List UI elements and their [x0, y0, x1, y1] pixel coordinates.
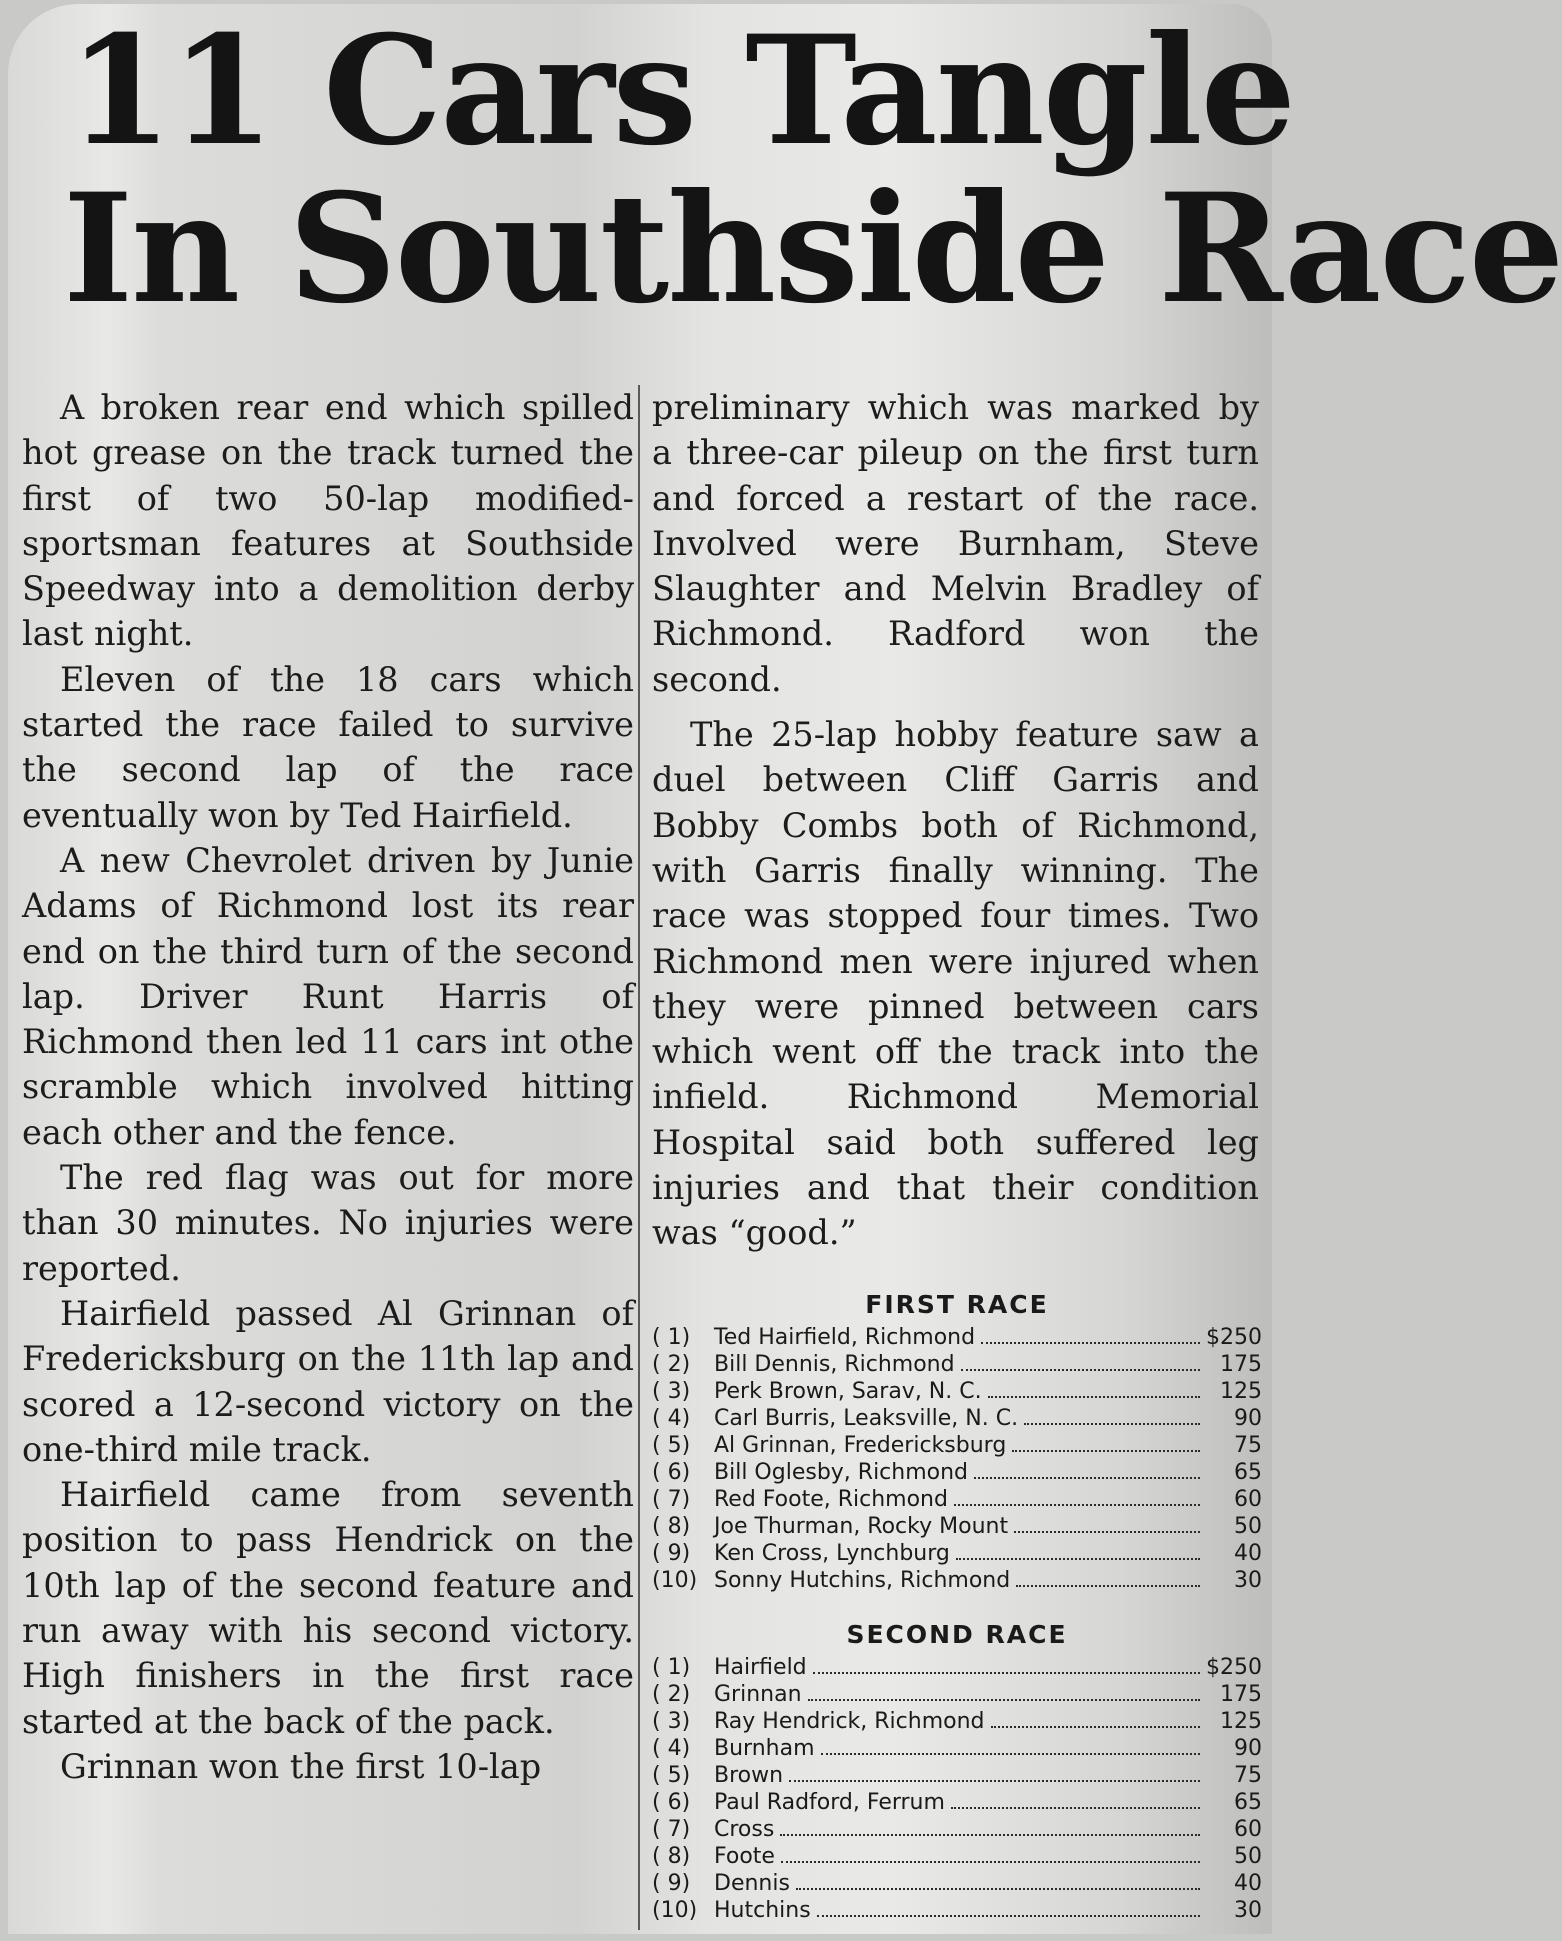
- leader-dots: [988, 1382, 1200, 1398]
- result-position: ( 1): [652, 1325, 691, 1350]
- result-prize: 65: [1234, 1460, 1262, 1485]
- leader-dots: [1014, 1517, 1200, 1533]
- result-prize: 125: [1220, 1379, 1262, 1404]
- result-row: [652, 1514, 1262, 1541]
- result-position: ( 2): [652, 1352, 691, 1377]
- result-driver: Al Grinnan, Fredericksburg: [714, 1433, 1007, 1458]
- result-position: ( 4): [652, 1736, 691, 1761]
- paragraph: Eleven of the 18 cars which started the race failed to survive the second lap of the race eventually won by Ted Hairfield.: [22, 659, 634, 835]
- result-position: ( 3): [652, 1709, 691, 1734]
- result-row: [652, 1460, 1262, 1487]
- paragraph-continuation: preliminary which was marked by a three-car pileup on the first turn and forced a restart of the race. Involved were Burnham, Steve Slaughter and Melvin Bradley of Richmond. Radford won the second.: [652, 388, 1259, 699]
- leader-dots: [789, 1766, 1200, 1782]
- result-row: [652, 1898, 1262, 1925]
- paragraph: The 25-lap hobby feature saw a duel between Cliff Garris and Bobby Combs both of Richmond, with Garris finally winning. The race was stopped four times. Two Richmond men were injured when they were pinned between cars which went off the track into the infield. Richmond Memorial Hospital said both suffered leg injuries and that their condition was “good.”: [652, 715, 1259, 1253]
- article-left-column: [22, 385, 634, 1925]
- result-position: ( 7): [652, 1817, 691, 1842]
- result-row: [652, 1763, 1262, 1790]
- result-driver: Dennis: [714, 1871, 790, 1896]
- result-prize: 75: [1234, 1763, 1262, 1788]
- second-race-results: [652, 1620, 1262, 1925]
- result-row: [652, 1790, 1262, 1817]
- result-driver: Ken Cross, Lynchburg: [714, 1541, 950, 1566]
- result-position: ( 8): [652, 1844, 691, 1869]
- first-race-results: [652, 1290, 1262, 1595]
- result-driver: Bill Dennis, Richmond: [714, 1352, 955, 1377]
- result-position: ( 8): [652, 1514, 691, 1539]
- result-position: ( 6): [652, 1790, 691, 1815]
- result-driver: Bill Oglesby, Richmond: [714, 1460, 969, 1485]
- result-prize: 65: [1234, 1790, 1262, 1815]
- result-prize: 175: [1220, 1682, 1262, 1707]
- result-row: [652, 1709, 1262, 1736]
- result-position: ( 3): [652, 1379, 691, 1404]
- result-position: ( 9): [652, 1871, 691, 1896]
- headline-line-1: 11 Cars Tangle: [68, 3, 1295, 179]
- leader-dots: [956, 1544, 1200, 1560]
- leader-dots: [821, 1739, 1201, 1755]
- result-position: ( 6): [652, 1460, 691, 1485]
- leader-dots: [1012, 1436, 1200, 1452]
- result-row: [652, 1433, 1262, 1460]
- result-driver: Foote: [714, 1844, 775, 1869]
- leader-dots: [780, 1820, 1200, 1836]
- result-prize: 50: [1234, 1514, 1262, 1539]
- result-prize: 125: [1220, 1709, 1262, 1734]
- result-prize: 90: [1234, 1406, 1262, 1431]
- leader-dots: [1016, 1571, 1200, 1587]
- result-driver: Hairfield: [714, 1655, 807, 1680]
- result-position: ( 9): [652, 1541, 691, 1566]
- result-row: [652, 1682, 1262, 1709]
- result-driver: Sonny Hutchins, Richmond: [714, 1568, 1011, 1593]
- leader-dots: [813, 1658, 1200, 1674]
- result-row: [652, 1871, 1262, 1898]
- result-position: ( 5): [652, 1763, 691, 1788]
- result-driver: Grinnan: [714, 1682, 802, 1707]
- result-position: (10): [652, 1568, 698, 1593]
- result-driver: Ray Hendrick, Richmond: [714, 1709, 985, 1734]
- leader-dots: [991, 1712, 1201, 1728]
- result-driver: Red Foote, Richmond: [714, 1487, 948, 1512]
- paragraph: A new Chevrolet driven by Junie Adams of Richmond lost its rear end on the third turn of the second lap. Driver Runt Harris of Richmond then led 11 cars int othe scramble which involved hitting each other and the fence.: [22, 840, 634, 1152]
- result-driver: Brown: [714, 1763, 784, 1788]
- leader-dots: [1024, 1409, 1200, 1425]
- result-row: [652, 1844, 1262, 1871]
- result-row: [652, 1325, 1262, 1352]
- result-prize: 60: [1234, 1817, 1262, 1842]
- leader-dots: [974, 1463, 1200, 1479]
- result-driver: Hutchins: [714, 1898, 811, 1923]
- result-position: ( 2): [652, 1682, 691, 1707]
- result-driver: Cross: [714, 1817, 775, 1842]
- leader-dots: [961, 1355, 1200, 1371]
- result-prize: 50: [1234, 1844, 1262, 1869]
- result-position: (10): [652, 1898, 698, 1923]
- leader-dots: [951, 1793, 1200, 1809]
- second-race-heading: SECOND RACE: [846, 1620, 1068, 1649]
- paragraph: Hairfield came from seventh position to pass Hendrick on the 10th lap of the second feature and run away with his second victory. High finishers in the first race started at the back of the pack.: [22, 1475, 634, 1741]
- result-position: ( 4): [652, 1406, 691, 1431]
- column-divider: [638, 385, 640, 1930]
- paragraph: The red flag was out for more than 30 minutes. No injuries were reported.: [22, 1158, 634, 1288]
- result-prize: 90: [1234, 1736, 1262, 1761]
- result-driver: Perk Brown, Sarav, N. C.: [714, 1379, 982, 1404]
- result-prize: 175: [1220, 1352, 1262, 1377]
- article-right-column: [652, 385, 1259, 1256]
- result-driver: Carl Burris, Leaksville, N. C.: [714, 1406, 1019, 1431]
- result-driver: Burnham: [714, 1736, 815, 1761]
- result-row: [652, 1541, 1262, 1568]
- result-driver: Joe Thurman, Rocky Mount: [714, 1514, 1009, 1539]
- result-row: [652, 1487, 1262, 1514]
- leader-dots: [808, 1685, 1200, 1701]
- result-row: [652, 1655, 1262, 1682]
- paragraph: Hairfield passed Al Grinnan of Fredericksburg on the 11th lap and scored a 12-second victory on the one-third mile track.: [22, 1293, 634, 1469]
- result-position: ( 5): [652, 1433, 691, 1458]
- leader-dots: [954, 1490, 1200, 1506]
- result-prize: 40: [1234, 1871, 1262, 1896]
- result-prize: 75: [1234, 1433, 1262, 1458]
- result-prize: 60: [1234, 1487, 1262, 1512]
- result-prize: $250: [1206, 1325, 1262, 1350]
- paragraph: A broken rear end which spilled hot grease on the track turned the first of two 50-lap modified-sportsman features at Southside Speedway into a demolition derby last night.: [22, 388, 634, 654]
- first-race-heading: FIRST RACE: [865, 1290, 1049, 1319]
- result-row: [652, 1736, 1262, 1763]
- result-row: [652, 1817, 1262, 1844]
- result-prize: 30: [1234, 1898, 1262, 1923]
- headline-line-2: In Southside Race: [63, 161, 1562, 337]
- result-prize: 30: [1234, 1568, 1262, 1593]
- result-position: ( 1): [652, 1655, 691, 1680]
- result-position: ( 7): [652, 1487, 691, 1512]
- leader-dots: [781, 1847, 1200, 1863]
- paragraph: Grinnan won the first 10-lap: [60, 1746, 542, 1786]
- leader-dots: [796, 1874, 1200, 1890]
- result-row: [652, 1406, 1262, 1433]
- result-prize: $250: [1206, 1655, 1262, 1680]
- result-row: [652, 1352, 1262, 1379]
- result-prize: 40: [1234, 1541, 1262, 1566]
- result-driver: Ted Hairfield, Richmond: [714, 1325, 976, 1350]
- result-row: [652, 1379, 1262, 1406]
- leader-dots: [817, 1901, 1200, 1917]
- result-driver: Paul Radford, Ferrum: [714, 1790, 945, 1815]
- leader-dots: [981, 1328, 1200, 1344]
- result-row: [652, 1568, 1262, 1595]
